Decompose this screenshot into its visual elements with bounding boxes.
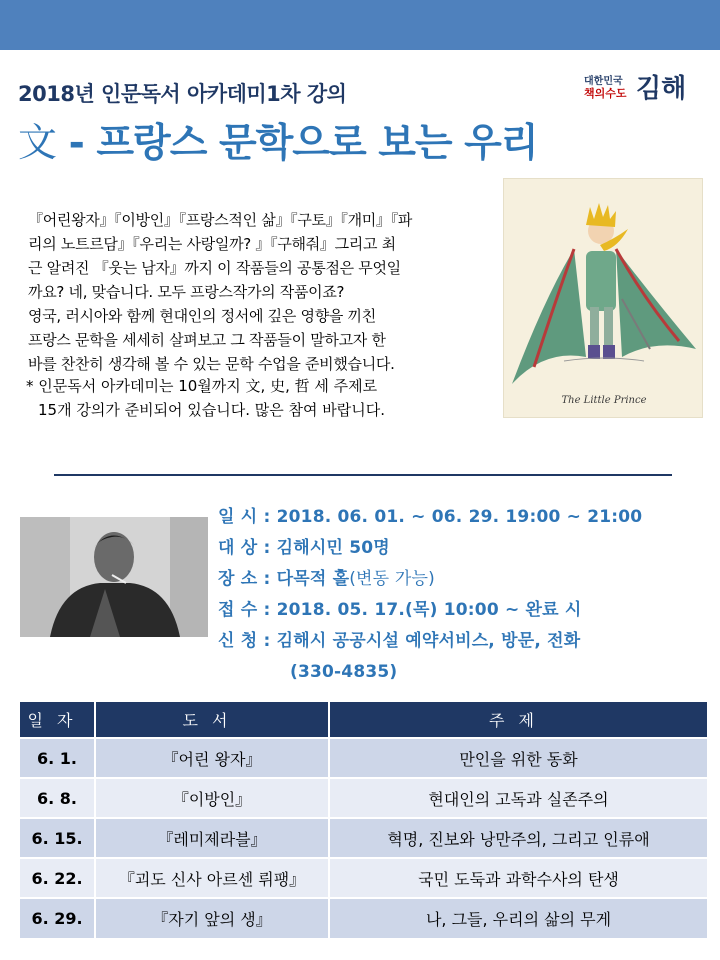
title-hanja: 文 xyxy=(18,121,57,166)
header-book: 도서 xyxy=(95,702,329,738)
info-apply-row xyxy=(218,626,718,657)
intro-line: 프랑스 문학을 세세히 살펴보고 그 작품들이 말하고자 한 xyxy=(28,331,386,349)
little-prince-illustration xyxy=(503,178,703,418)
row-book: 『레미제라블』 xyxy=(95,818,329,858)
info-date-row xyxy=(218,502,718,533)
header-date: 일자 xyxy=(20,702,95,738)
intro-line: 까요? 네, 맞습니다. 모두 프랑스작가의 작품이죠? xyxy=(28,283,345,301)
row-date: 6. 1. xyxy=(20,738,95,778)
info-target-value: 김해시민 50명 xyxy=(276,538,390,558)
intro-paragraph xyxy=(28,208,500,376)
intro-line: 영국, 러시아와 함께 현대인의 정서에 깊은 영향을 끼친 xyxy=(28,307,376,325)
note-line: 15개 강의가 준비되어 있습니다. 많은 참여 바랍니다. xyxy=(38,401,386,419)
logo-city: 김해 xyxy=(636,74,687,104)
table-row xyxy=(20,778,708,818)
table-row xyxy=(20,898,708,938)
row-book: 『자기 앞의 생』 xyxy=(95,898,329,938)
info-apply-value: 김해시 공공시설 예약서비스, 방문, 전화 xyxy=(276,631,581,651)
event-info xyxy=(218,502,718,688)
lecture-subtitle: 2018년 인문독서 아카데미1차 강의 xyxy=(18,82,347,106)
table-row xyxy=(20,858,708,898)
row-book: 『이방인』 xyxy=(95,778,329,818)
schedule-header-row xyxy=(20,702,708,738)
row-date: 6. 8. xyxy=(20,778,95,818)
row-date: 6. 15. xyxy=(20,818,95,858)
gimhae-logo xyxy=(584,70,704,106)
info-reception-row xyxy=(218,595,718,626)
logo-line2: 책의수도 xyxy=(584,87,627,100)
logo-line1: 대한민국 xyxy=(584,76,623,87)
row-book: 『괴도 신사 아르센 뤼팽』 xyxy=(95,858,329,898)
author-portrait xyxy=(20,517,208,637)
info-target-label: 대 상 : xyxy=(218,538,271,558)
info-place-label: 장 소 : xyxy=(218,569,271,589)
info-date-label: 일 시 : xyxy=(218,507,271,527)
page-title xyxy=(18,112,538,168)
intro-line: 바를 찬찬히 생각해 볼 수 있는 문학 수업을 준비했습니다. xyxy=(28,355,395,373)
row-topic: 만인을 위한 동화 xyxy=(329,738,708,778)
info-date-value: 2018. 06. 01. ~ 06. 29. 19:00 ~ 21:00 xyxy=(276,507,643,527)
little-prince-drawing xyxy=(504,179,704,419)
info-target-row xyxy=(218,533,718,564)
row-topic: 나, 그들, 우리의 삶의 무게 xyxy=(329,898,708,938)
top-banner xyxy=(0,0,720,50)
intro-line: 근 알려진 『웃는 남자』까지 이 작품들의 공통점은 무엇일 xyxy=(28,259,401,277)
illustration-caption: The Little Prince xyxy=(561,395,647,406)
row-topic: 혁명, 진보와 낭만주의, 그리고 인류애 xyxy=(329,818,708,858)
intro-line: 리의 노트르담』『우리는 사랑일까? 』『구해줘』그리고 최 xyxy=(28,235,396,253)
table-row xyxy=(20,738,708,778)
info-place-row xyxy=(218,564,718,595)
info-place-value: 다목적 홀 xyxy=(276,569,350,589)
info-place-note: (변동 가능) xyxy=(349,569,435,589)
academy-note xyxy=(26,374,486,422)
row-topic: 국민 도둑과 과학수사의 탄생 xyxy=(329,858,708,898)
row-date: 6. 22. xyxy=(20,858,95,898)
table-row xyxy=(20,818,708,858)
title-text: - 프랑스 문학으로 보는 우리 xyxy=(56,121,538,166)
info-apply-label: 신 청 : xyxy=(218,631,271,651)
info-reception-value: 2018. 05. 17.(목) 10:00 ~ 완료 시 xyxy=(276,600,582,620)
intro-line: 『어린왕자』『이방인』『프랑스적인 삶』『구토』『개미』『파 xyxy=(28,211,413,229)
author-photo xyxy=(20,517,208,637)
row-book: 『어린 왕자』 xyxy=(95,738,329,778)
row-topic: 현대인의 고독과 실존주의 xyxy=(329,778,708,818)
row-date: 6. 29. xyxy=(20,898,95,938)
schedule-table xyxy=(20,702,709,938)
section-divider xyxy=(54,474,672,476)
note-line: * 인문독서 아카데미는 10월까지 文, 史, 哲 세 주제로 xyxy=(26,377,378,395)
info-reception-label: 접 수 : xyxy=(218,600,271,620)
header-topic: 주제 xyxy=(329,702,708,738)
info-phone: (330-4835) xyxy=(290,662,398,682)
